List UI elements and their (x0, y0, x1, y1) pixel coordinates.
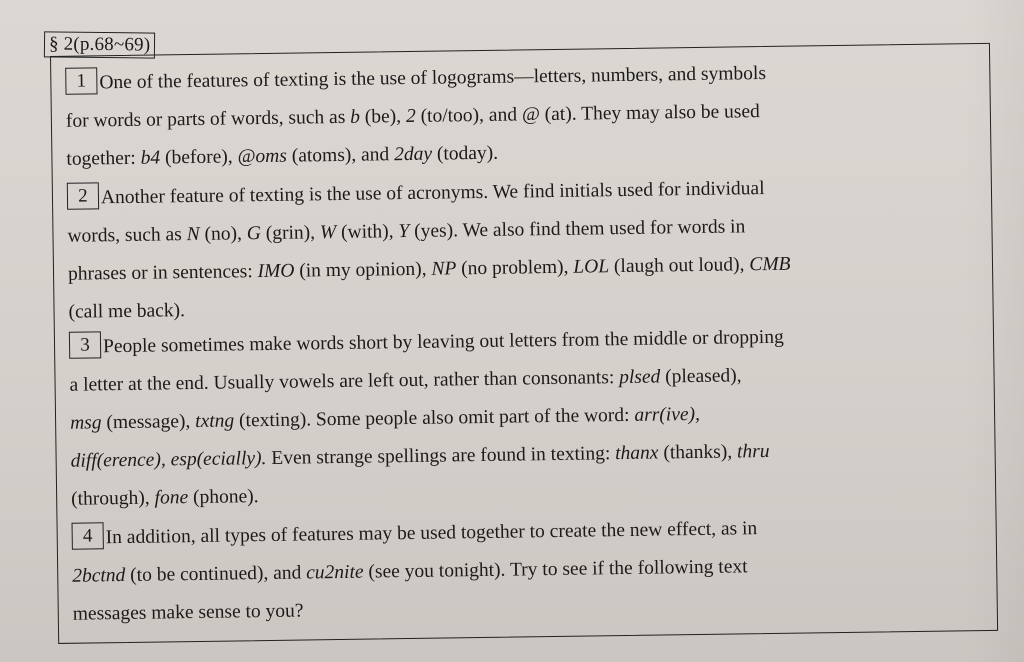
italic-term: msg (69, 412, 102, 434)
text-run: (with), (336, 221, 399, 244)
text-run: (see you tonight). Try to see if the following text (363, 556, 748, 583)
text-run: Even strange spellings are found in texting: (266, 443, 616, 470)
text-run: (yes). We also find them used for words in (409, 216, 746, 242)
section-label: § 2(p.68~69) (44, 31, 156, 58)
text-run: (thanks), (658, 441, 738, 464)
italic-term: plsed (619, 366, 661, 389)
text-run: (call me back). (68, 300, 186, 323)
text-run: together: (66, 147, 141, 170)
italic-term: CMB (749, 253, 791, 276)
text-run: People sometimes make words short by leaving out letters from the middle or dropping (102, 326, 784, 358)
text-run: (no), (199, 223, 247, 245)
text-run: a letter at the end. Usually vowels are left out, rather than consonants: (69, 367, 620, 396)
italic-term: b (350, 106, 361, 128)
paragraph-number: 2 (67, 182, 99, 209)
italic-term: cu2nite (306, 561, 364, 584)
text-run: phrases or in sentences: (67, 261, 258, 285)
italic-term: 2day (393, 143, 433, 166)
text-run: (to/too), and (415, 104, 523, 127)
text-run: (today). (431, 142, 499, 165)
text-run: (be), (359, 106, 407, 128)
italic-term: @oms (237, 145, 288, 168)
text-run: Another feature of texting is the use of acronyms. We find initials used for individual (100, 178, 765, 209)
text-run: words, such as (67, 224, 187, 247)
text-run: (laugh out loud), (608, 254, 750, 278)
text-run: (through), (71, 487, 155, 510)
text-run: (atoms), and (286, 144, 395, 167)
text-run: One of the features of texting is the use of logograms—letters, numbers, and symbols (99, 63, 767, 94)
italic-term: W (319, 222, 337, 244)
reading-passage-box (50, 43, 998, 644)
italic-term: NP (431, 258, 457, 280)
italic-term: N (186, 223, 200, 246)
italic-term: G (246, 223, 262, 245)
text-run: (grin), (260, 222, 321, 245)
text-run: (before), (159, 146, 238, 169)
text-run: (to be continued), and (125, 562, 307, 586)
italic-term: LOL (573, 256, 610, 278)
text-run: (texting). Some people also omit part of the word: (234, 404, 635, 432)
paragraph-4 (71, 507, 985, 634)
paragraph-number: 4 (72, 522, 104, 549)
text-run: messages make sense to you? (72, 600, 304, 625)
italic-term: IMO (257, 260, 295, 283)
paragraph-3 (69, 316, 984, 519)
italic-term: arr(ive), (634, 403, 701, 426)
italic-term: diff(erence), esp(ecially). (70, 448, 267, 472)
italic-term: 2bctnd (72, 564, 126, 587)
paragraph-number: 1 (65, 67, 97, 94)
text-run: for words or parts of words, such as (65, 106, 351, 132)
text-run: (at). They may also be used (539, 101, 761, 126)
text-run: (in my opinion), (294, 258, 432, 282)
text-run: (message), (101, 411, 196, 434)
italic-term: @ (521, 104, 540, 126)
text-run: (phone). (188, 486, 259, 509)
italic-term: b4 (140, 147, 161, 169)
text-run: (pleased), (660, 365, 742, 388)
paragraph-1 (65, 52, 979, 179)
text-run: (no problem), (456, 256, 574, 280)
text-run: In addition, all types of features may be used together to create the new effect, as in (105, 518, 758, 549)
italic-term: thanx (615, 442, 659, 465)
italic-term: fone (154, 487, 189, 509)
italic-term: txtng (195, 410, 235, 433)
paragraph-number: 3 (69, 331, 101, 358)
italic-term: Y (398, 221, 410, 243)
paragraph-2 (67, 167, 981, 332)
italic-term: 2 (405, 105, 416, 128)
italic-term: thru (736, 440, 770, 463)
page-shadow (964, 0, 1024, 662)
